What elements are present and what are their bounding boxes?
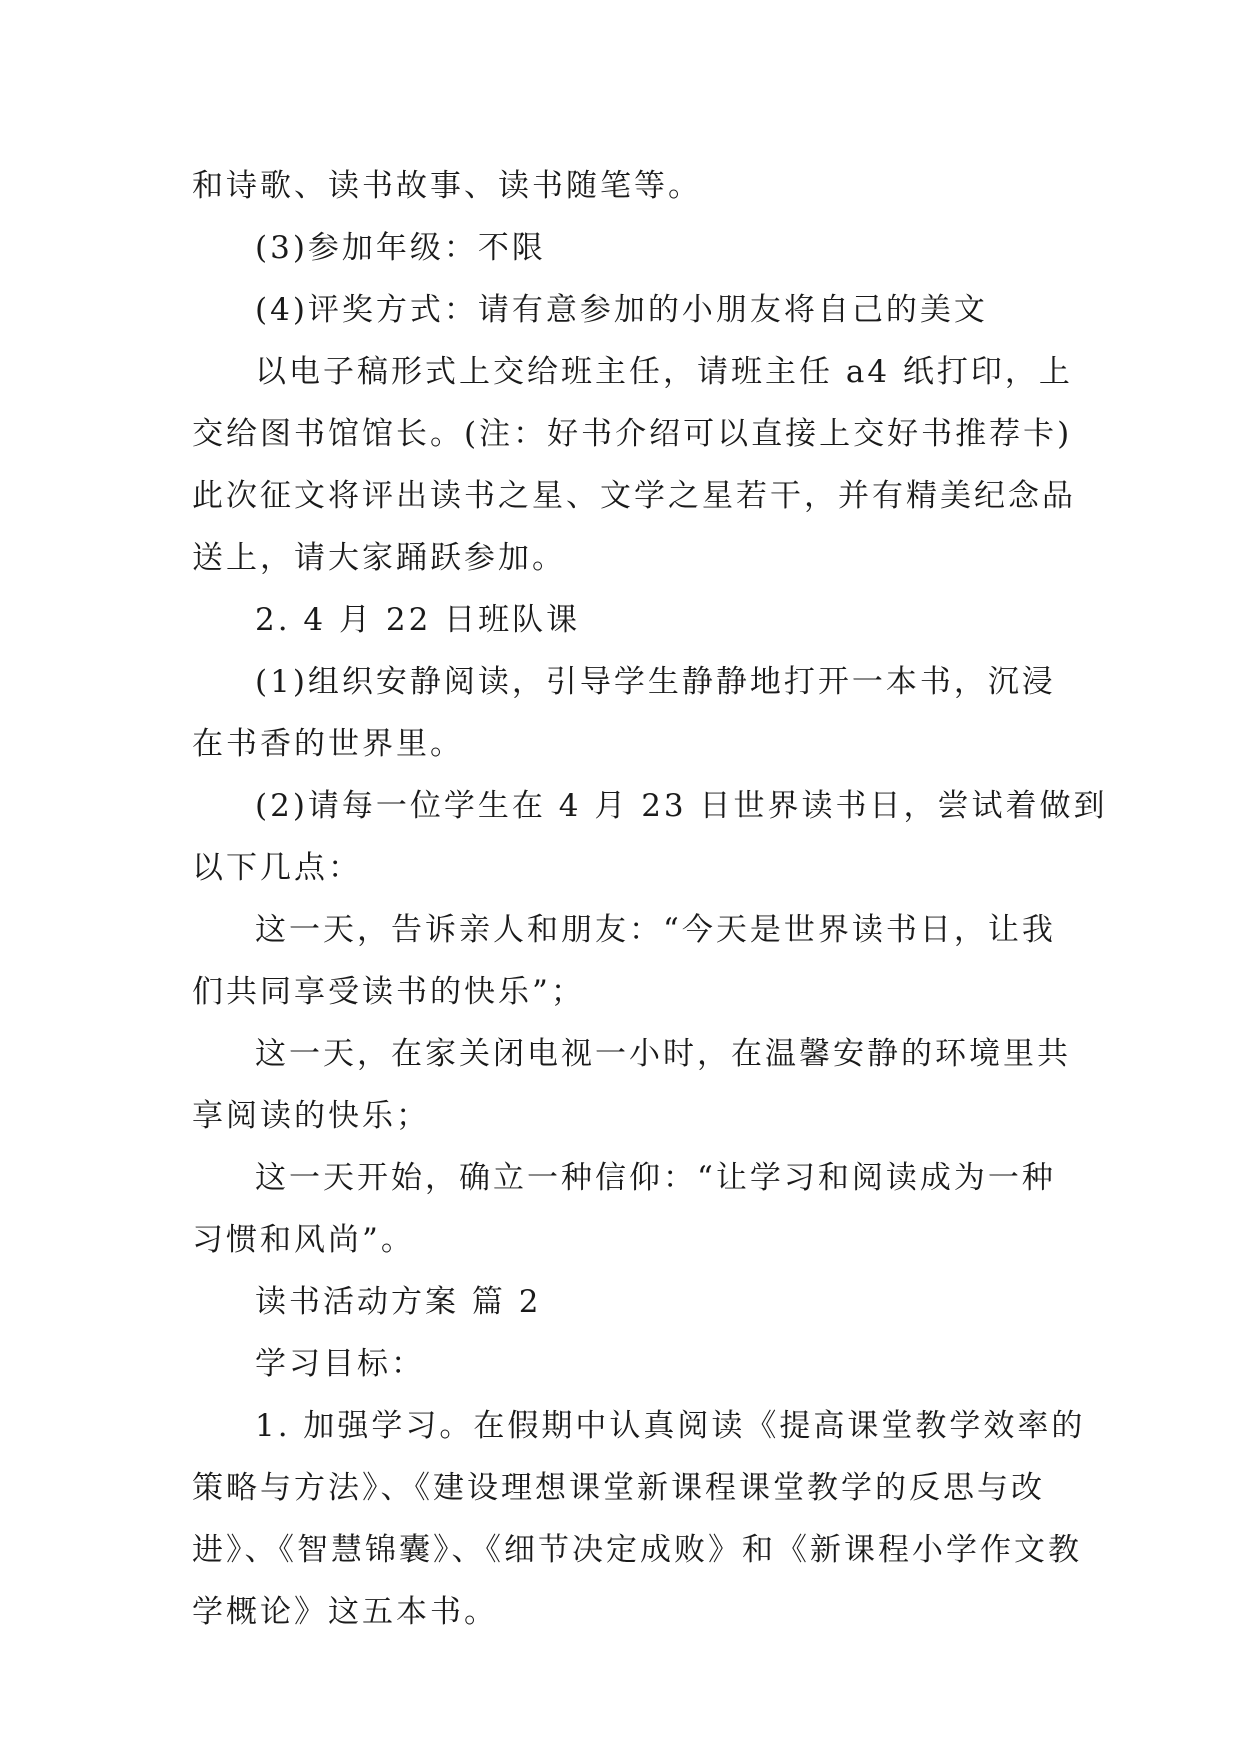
text-line: (1)组织安静阅读，引导学生静静地打开一本书，沉浸 xyxy=(255,664,1056,700)
text-line: (2)请每一位学生在 4 月 23 日世界读书日，尝试着做到 xyxy=(255,788,1108,824)
text-line: (4)评奖方式：请有意参加的小朋友将自己的美文 xyxy=(255,292,988,328)
document-body xyxy=(192,155,1108,1643)
text-line: 学概论》这五本书。 xyxy=(192,1594,498,1630)
text-line: (3)参加年级：不限 xyxy=(255,230,546,266)
text-line: 2. 4 月 22 日班队课 xyxy=(255,602,581,638)
text-line: 以电子稿形式上交给班主任，请班主任 a4 纸打印，上 xyxy=(255,354,1073,390)
text-line: 以下几点： xyxy=(192,850,362,886)
text-line: 1. 加强学习。在假期中认真阅读《提高课堂教学效率的 xyxy=(255,1408,1086,1444)
text-line: 这一天开始，确立一种信仰：“让学习和阅读成为一种 xyxy=(255,1160,1056,1196)
text-line: 们共同享受读书的快乐”； xyxy=(192,974,585,1010)
text-line: 在书香的世界里。 xyxy=(192,726,464,762)
text-line: 送上，请大家踊跃参加。 xyxy=(192,540,566,576)
text-line: 策略与方法》、《建设理想课堂新课程课堂教学的反思与改 xyxy=(192,1470,1045,1506)
text-line: 读书活动方案 篇 2 xyxy=(255,1284,542,1320)
text-line: 这一天，告诉亲人和朋友：“今天是世界读书日，让我 xyxy=(255,912,1056,948)
text-line: 这一天，在家关闭电视一小时，在温馨安静的环境里共 xyxy=(255,1036,1071,1072)
text-line: 学习目标： xyxy=(255,1346,425,1382)
text-line: 进》、《智慧锦囊》、《细节决定成败》和《新课程小学作文教 xyxy=(192,1532,1082,1568)
text-line: 此次征文将评出读书之星、文学之星若干，并有精美纪念品 xyxy=(192,478,1076,514)
text-line: 和诗歌、读书故事、读书随笔等。 xyxy=(192,168,702,204)
text-line: 享阅读的快乐； xyxy=(192,1098,430,1134)
text-line: 交给图书馆馆长。(注：好书介绍可以直接上交好书推荐卡) xyxy=(192,416,1073,452)
text-line: 习惯和风尚”。 xyxy=(192,1222,415,1258)
